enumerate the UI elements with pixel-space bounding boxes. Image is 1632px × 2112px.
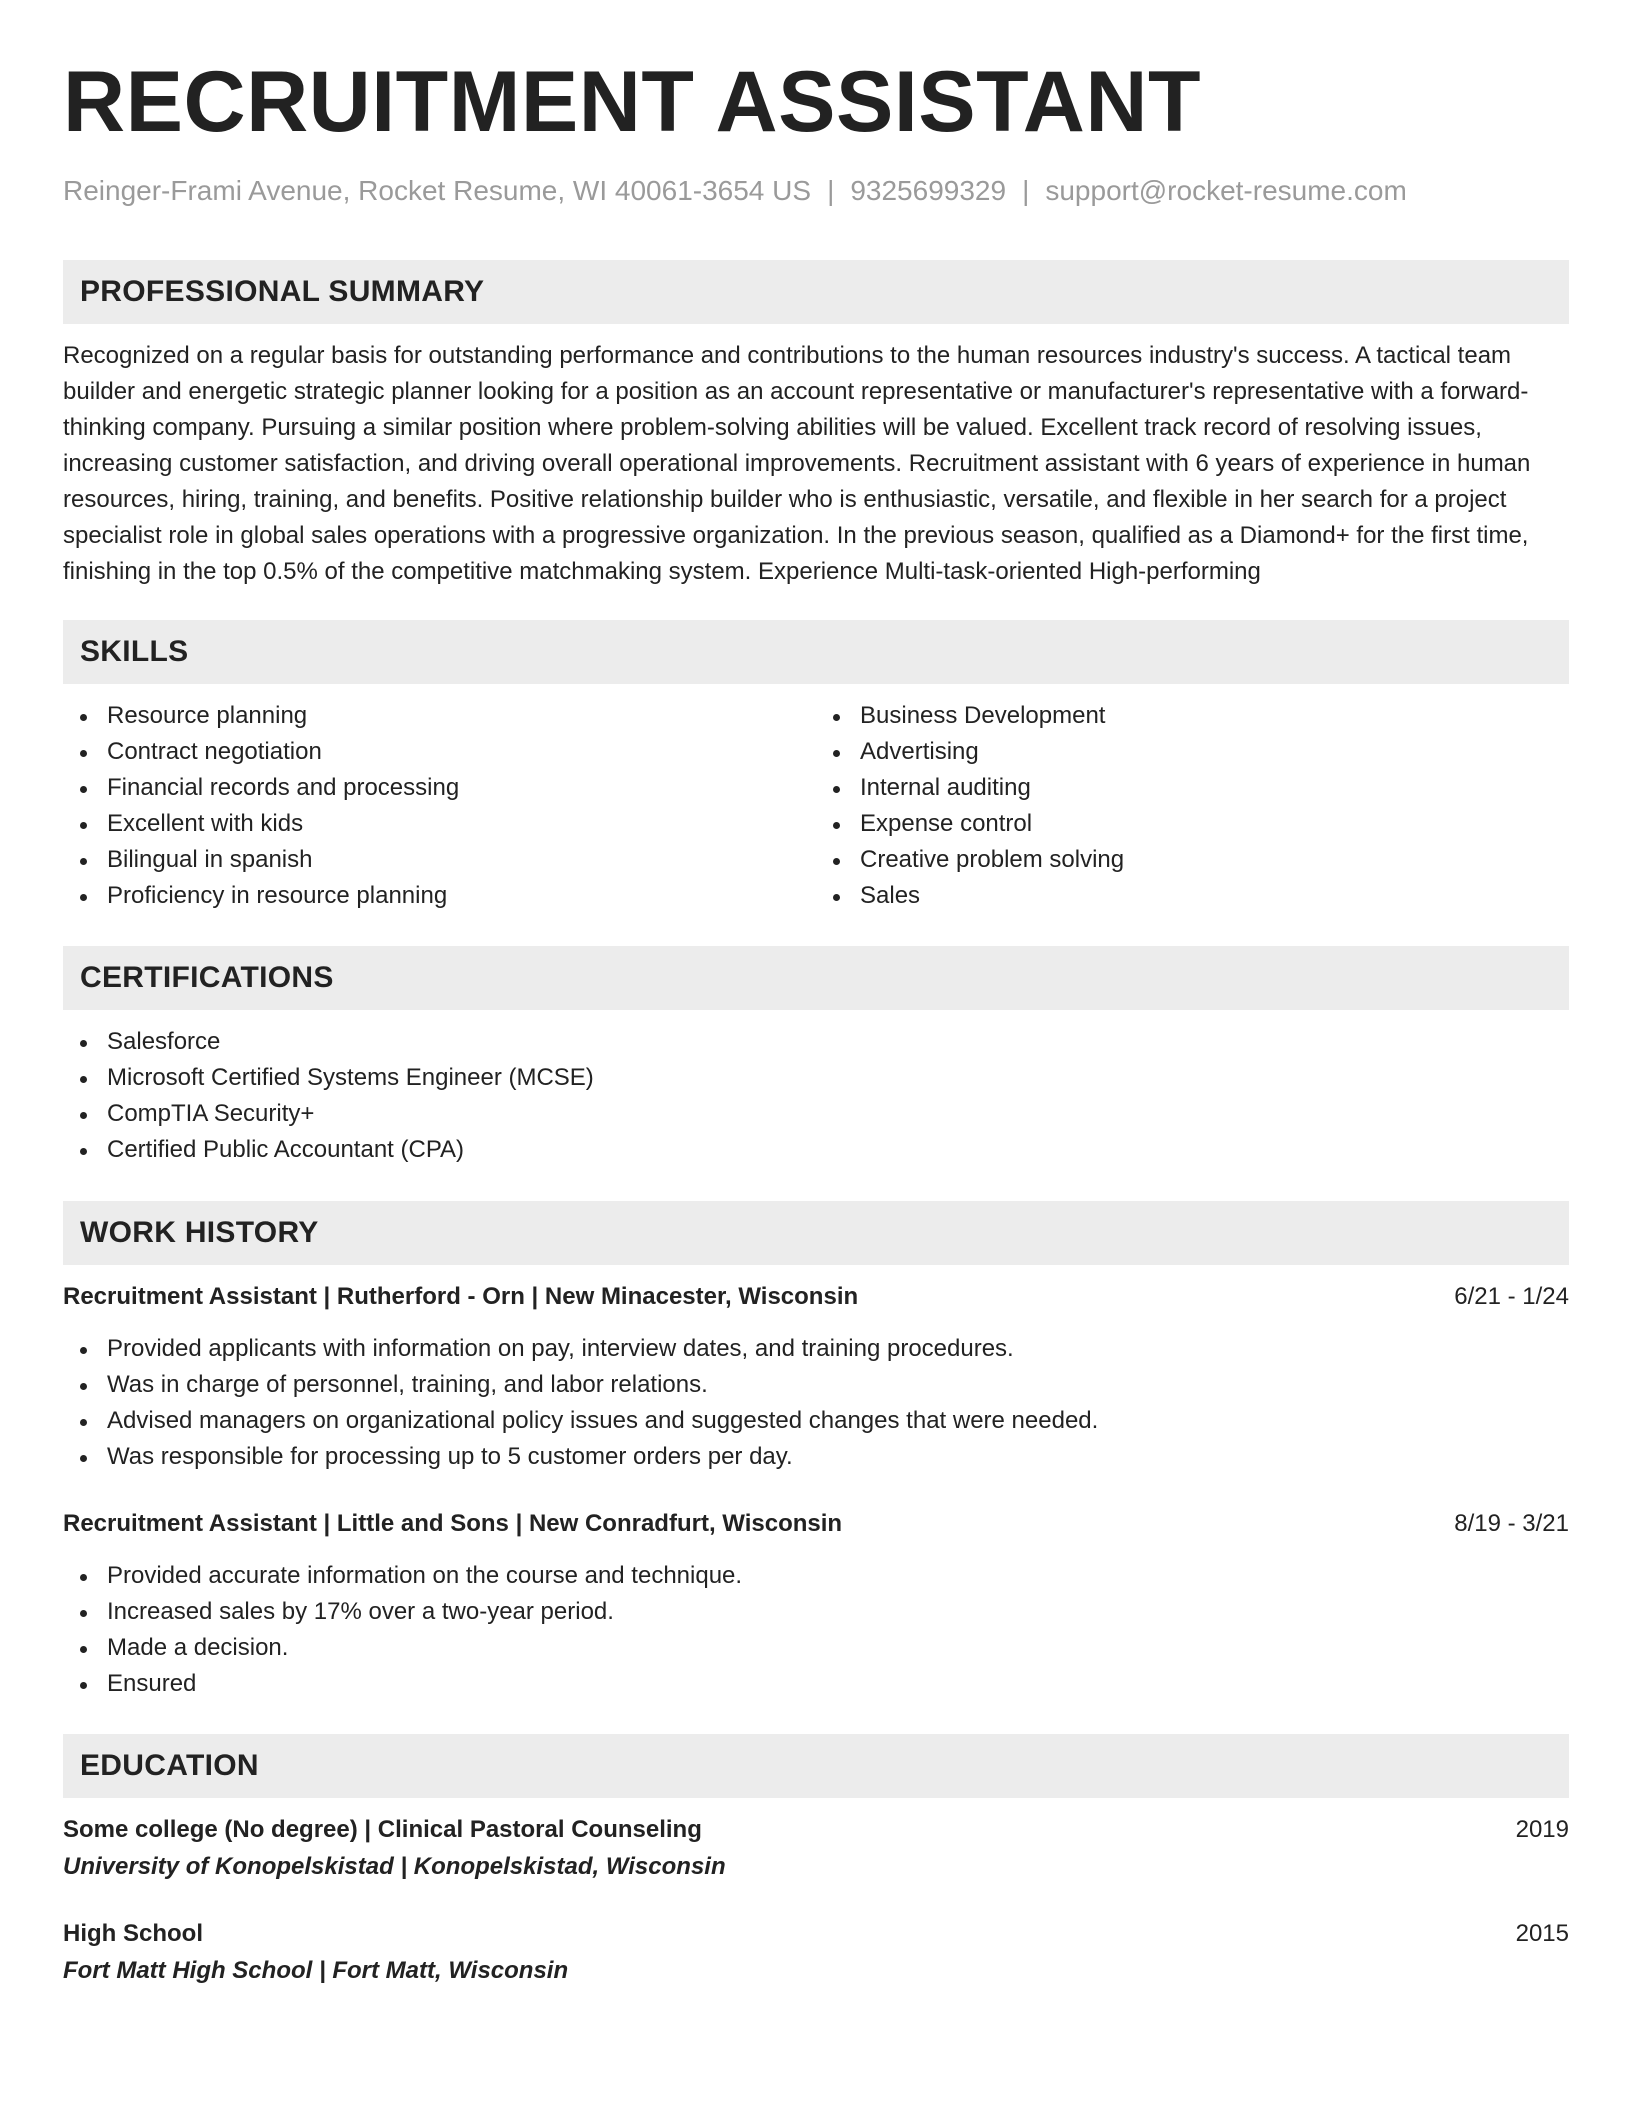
certification-item: Microsoft Certified Systems Engineer (MCSE) xyxy=(63,1060,1569,1096)
education-year: 2015 xyxy=(1515,1920,1569,1947)
job-bullets xyxy=(63,1331,1569,1475)
certification-item: Certified Public Accountant (CPA) xyxy=(63,1132,1569,1168)
certification-item: Salesforce xyxy=(63,1024,1569,1060)
skill-item: Internal auditing xyxy=(816,770,1569,806)
education-degree: High School xyxy=(63,1920,203,1947)
skill-item: Resource planning xyxy=(63,698,816,734)
section-header-education: EDUCATION xyxy=(63,1734,1569,1798)
certification-item: CompTIA Security+ xyxy=(63,1096,1569,1132)
section-header-summary: PROFESSIONAL SUMMARY xyxy=(63,260,1569,324)
skills-column-left xyxy=(63,698,816,914)
certifications-list xyxy=(63,1024,1569,1168)
summary-text: Recognized on a regular basis for outstanding performance and contributions to the human resources industry's success. A tactical team builder and energetic strategic planner looking for a position as an account representative or manufacturer's representative with a forward-thinking company. Pursuing a similar position where problem-solving abilities will be valued. Excellent track record of resolving issues, increasing customer satisfaction, and driving overall operational improvements. Recruitment assistant with 6 years of experience in human resources, hiring, training, and benefits. Positive relationship builder who is enthusiastic, versatile, and flexible in her search for a project specialist role in global sales operations with a progressive organization. In the previous season, qualified as a Diamond+ for the first time, finishing in the top 0.5% of the competitive matchmaking system. Experience Multi-task-oriented High-performing xyxy=(63,342,1531,585)
education-year: 2019 xyxy=(1515,1816,1569,1843)
job-title: Recruitment Assistant | Rutherford - Orn | New Minacester, Wisconsin xyxy=(63,1283,859,1310)
job-bullet: Was in charge of personnel, training, and labor relations. xyxy=(63,1367,1569,1403)
education-entry xyxy=(63,1916,1569,1990)
section-header-certifications: CERTIFICATIONS xyxy=(63,946,1569,1010)
job-bullet: Provided accurate information on the course and technique. xyxy=(63,1558,1569,1594)
contact-address: Reinger-Frami Avenue, Rocket Resume, WI 40061-3654 US xyxy=(63,175,812,206)
skill-item: Excellent with kids xyxy=(63,806,816,842)
job-bullet: Provided applicants with information on pay, interview dates, and training procedures. xyxy=(63,1331,1569,1367)
contact-email: support@rocket-resume.com xyxy=(1045,175,1407,206)
job-bullet: Ensured xyxy=(63,1666,1569,1702)
job-bullet: Was responsible for processing up to 5 customer orders per day. xyxy=(63,1439,1569,1475)
skills-grid xyxy=(63,698,1569,914)
job-entry xyxy=(63,1506,1569,1702)
section-header-work-history: WORK HISTORY xyxy=(63,1201,1569,1265)
job-dates: 6/21 - 1/24 xyxy=(1454,1283,1569,1310)
contact-line xyxy=(63,174,1569,208)
candidate-name: RECRUITMENT ASSISTANT xyxy=(63,54,1202,150)
education-school: University of Konopelskistad | Konopelskistad, Wisconsin xyxy=(63,1853,726,1880)
skill-item: Creative problem solving xyxy=(816,842,1569,878)
skill-item: Sales xyxy=(816,878,1569,914)
skill-item: Contract negotiation xyxy=(63,734,816,770)
education-header xyxy=(63,1812,1569,1848)
job-entry xyxy=(63,1279,1569,1475)
job-bullets xyxy=(63,1558,1569,1702)
job-header xyxy=(63,1279,1569,1315)
skill-item: Business Development xyxy=(816,698,1569,734)
skills-column-right xyxy=(816,698,1569,914)
contact-separator: | xyxy=(1022,175,1030,206)
job-header xyxy=(63,1506,1569,1542)
skill-item: Expense control xyxy=(816,806,1569,842)
job-bullet: Increased sales by 17% over a two-year period. xyxy=(63,1594,1569,1630)
job-bullet: Advised managers on organizational policy issues and suggested changes that were needed. xyxy=(63,1403,1569,1439)
contact-separator: | xyxy=(827,175,835,206)
education-entry xyxy=(63,1812,1569,1886)
skill-item: Bilingual in spanish xyxy=(63,842,816,878)
education-school: Fort Matt High School | Fort Matt, Wisconsin xyxy=(63,1957,569,1984)
job-title: Recruitment Assistant | Little and Sons | New Conradfurt, Wisconsin xyxy=(63,1510,843,1537)
skill-item: Proficiency in resource planning xyxy=(63,878,816,914)
section-header-skills: SKILLS xyxy=(63,620,1569,684)
job-bullet: Made a decision. xyxy=(63,1630,1569,1666)
skill-item: Advertising xyxy=(816,734,1569,770)
contact-phone: 9325699329 xyxy=(850,175,1007,206)
job-dates: 8/19 - 3/21 xyxy=(1454,1510,1569,1537)
education-header xyxy=(63,1916,1569,1952)
skill-item: Financial records and processing xyxy=(63,770,816,806)
education-degree: Some college (No degree) | Clinical Pastoral Counseling xyxy=(63,1816,702,1843)
